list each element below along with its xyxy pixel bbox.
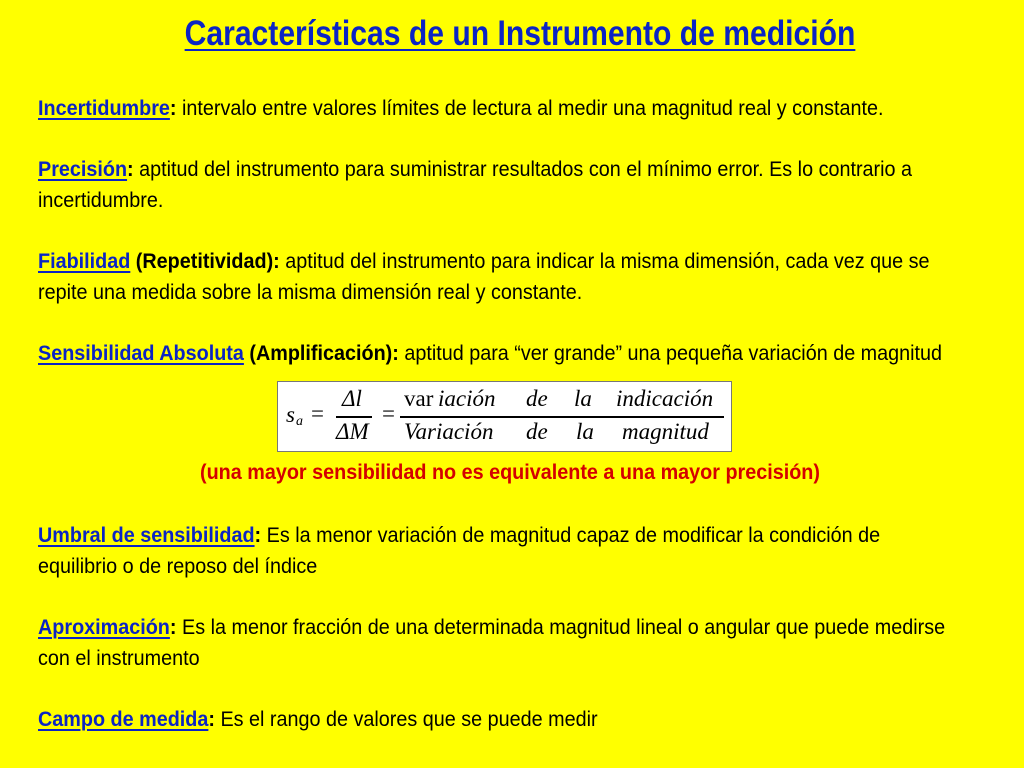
definition-text: Es la menor variación de magnitud capaz de modificar la condición de equilibrio o de reposo del índice (38, 523, 881, 578)
term-aproximacion: Aproximación (38, 615, 170, 639)
formula-lhs-subscript: a (296, 414, 303, 429)
term-colon: : (169, 96, 177, 120)
item-aproximacion (38, 612, 958, 674)
formula-num2-indicacion: indicación (616, 386, 714, 411)
term-sensibilidad-absoluta: Sensibilidad Absoluta (38, 341, 244, 365)
term-fiabilidad: Fiabilidad (38, 249, 131, 273)
term-extra: (Amplificación): (243, 341, 399, 365)
item-precision (38, 154, 958, 216)
sensitivity-note: (una mayor sensibilidad no es equivalente a una mayor precisión) (200, 460, 820, 484)
item-umbral-sensibilidad (38, 520, 958, 582)
formula-denominator-1: ΔM (336, 419, 369, 444)
formula-equals-1: = (311, 401, 324, 426)
fraction-bar-2 (400, 416, 724, 418)
definition-text: intervalo entre valores límites de lectura al medir una magnitud real y constante. (176, 96, 884, 120)
formula-den2-variacion: Variación (404, 419, 494, 444)
term-precision: Precisión (38, 157, 128, 181)
term-extra: (Repetitividad): (130, 249, 280, 273)
formula-numerator-1: Δl (342, 386, 362, 411)
definition-text: aptitud para “ver grande” una pequeña variación de magnitud (398, 341, 943, 365)
formula-lhs-symbol: s (286, 402, 295, 427)
formula-den2-la: la (576, 419, 594, 444)
formula-num2-de: de (526, 386, 548, 411)
term-colon: : (169, 615, 177, 639)
sensitivity-formula (277, 381, 732, 452)
term-incertidumbre: Incertidumbre (38, 96, 170, 120)
definition-text: Es la menor fracción de una determinada magnitud lineal o angular que puede medirse con el instrumento (38, 615, 946, 670)
formula-num2-la: la (574, 386, 592, 411)
item-sensibilidad-absoluta (38, 338, 958, 369)
formula-num2-italic: iación (438, 386, 496, 411)
term-campo-medida: Campo de medida (38, 707, 209, 731)
item-incertidumbre (38, 93, 958, 124)
definition-text: aptitud del instrumento para suministrar resultados con el mínimo error. Es lo contrario a incertidumbre. (38, 157, 913, 212)
slide-title: Características de un Instrumento de medición (184, 14, 856, 53)
term-colon: : (254, 523, 262, 547)
term-colon: : (127, 157, 134, 181)
term-umbral-sensibilidad: Umbral de sensibilidad (38, 523, 255, 547)
formula-num2-upright: var (404, 386, 434, 411)
item-campo-medida (38, 704, 958, 735)
fraction-bar-1 (336, 416, 372, 418)
formula-equals-2: = (382, 401, 395, 426)
item-fiabilidad (38, 246, 958, 308)
term-colon: : (208, 707, 215, 731)
formula-den2-magnitud: magnitud (622, 419, 709, 444)
definition-text: Es el rango de valores que se puede medir (214, 707, 598, 731)
definition-text: aptitud del instrumento para indicar la misma dimensión, cada vez que se repite una medida sobre la misma dimensión real y constante. (38, 249, 930, 304)
formula-den2-de: de (526, 419, 548, 444)
